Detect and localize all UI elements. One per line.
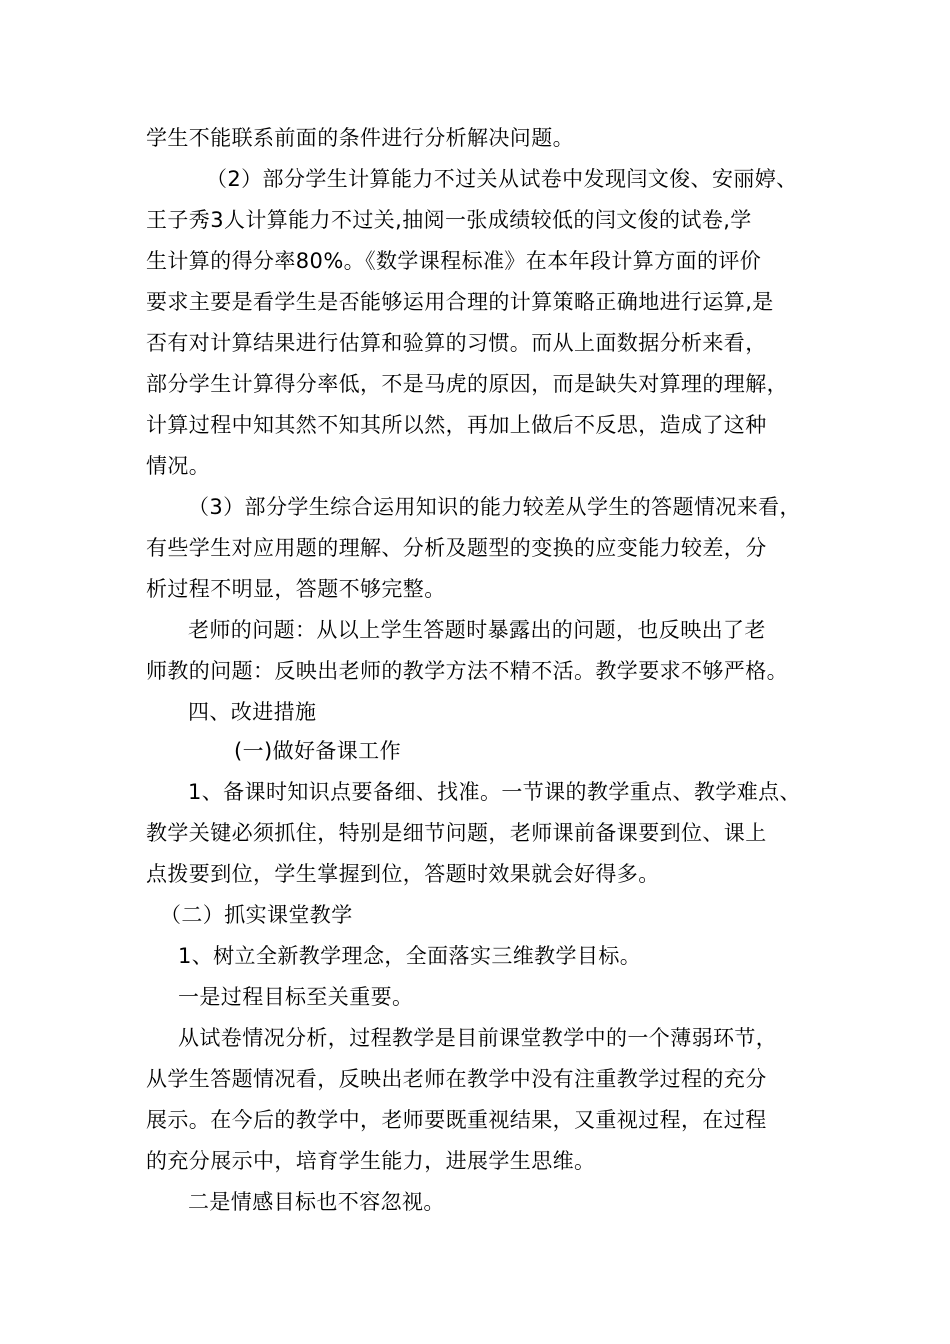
text-line: 展示。在今后的教学中，老师要既重视结果，又重视过程，在过程: [146, 1108, 767, 1132]
text-line: 计算过程中知其然不知其所以然，再加上做后不反思，造成了这种: [146, 413, 767, 437]
text-line: 师教的问题：反映出老师的教学方法不精不活。教学要求不够严格。: [146, 659, 788, 683]
text-line: 王子秀3人计算能力不过关,抽阅一张成绩较低的闫文俊的试卷,学: [146, 208, 752, 232]
text-line: 有些学生对应用题的理解、分析及题型的变换的应变能力较差，分: [146, 536, 767, 560]
text-line: 1、备课时知识点要备细、找准。一节课的教学重点、教学难点、: [188, 780, 801, 804]
text-line: （2）部分学生计算能力不过关从试卷中发现闫文俊、安丽婷、: [206, 167, 798, 191]
text-line: 从试卷情况分析，过程教学是目前课堂教学中的一个薄弱环节，: [178, 1026, 778, 1050]
text-line: 否有对计算结果进行估算和验算的习惯。而从上面数据分析来看，: [146, 331, 767, 355]
text-line: 的充分展示中，培育学生能力，进展学生思维。: [146, 1149, 596, 1173]
subsection-heading: (一)做好备课工作: [234, 739, 401, 763]
text-line: 教学关键必须抓住，特别是细节问题，老师课前备课要到位、课上: [146, 821, 767, 845]
text-line: 一是过程目标至关重要。: [178, 985, 414, 1009]
text-line: 二是情感目标也不容忽视。: [188, 1190, 445, 1214]
text-line: 要求主要是看学生是否能够运用合理的计算策略正确地进行运算,是: [146, 290, 774, 314]
text-line: 析过程不明显，答题不够完整。: [146, 577, 446, 601]
section-heading: 四、改进措施: [188, 700, 317, 724]
text-line: 生计算的得分率80%。《数学课程标准》在本年段计算方面的评价: [146, 249, 762, 273]
text-line: 学生不能联系前面的条件进行分析解决问题。: [146, 126, 574, 150]
text-line: 点拨要到位，学生掌握到位，答题时效果就会好得多。: [146, 862, 660, 886]
text-line: 老师的问题：从以上学生答题时暴露出的问题，也反映出了老: [188, 618, 766, 642]
text-line: 1、树立全新教学理念，全面落实三维教学目标。: [178, 944, 642, 968]
text-line: 情况。: [146, 454, 211, 478]
subsection-heading: （二）抓实课堂教学: [160, 903, 353, 927]
text-line: 从学生答题情况看，反映出老师在教学中没有注重教学过程的充分: [146, 1067, 767, 1091]
text-line: 部分学生计算得分率低，不是马虎的原因，而是缺失对算理的理解，: [146, 372, 788, 396]
text-line: （3）部分学生综合运用知识的能力较差从学生的答题情况来看，: [188, 495, 801, 519]
